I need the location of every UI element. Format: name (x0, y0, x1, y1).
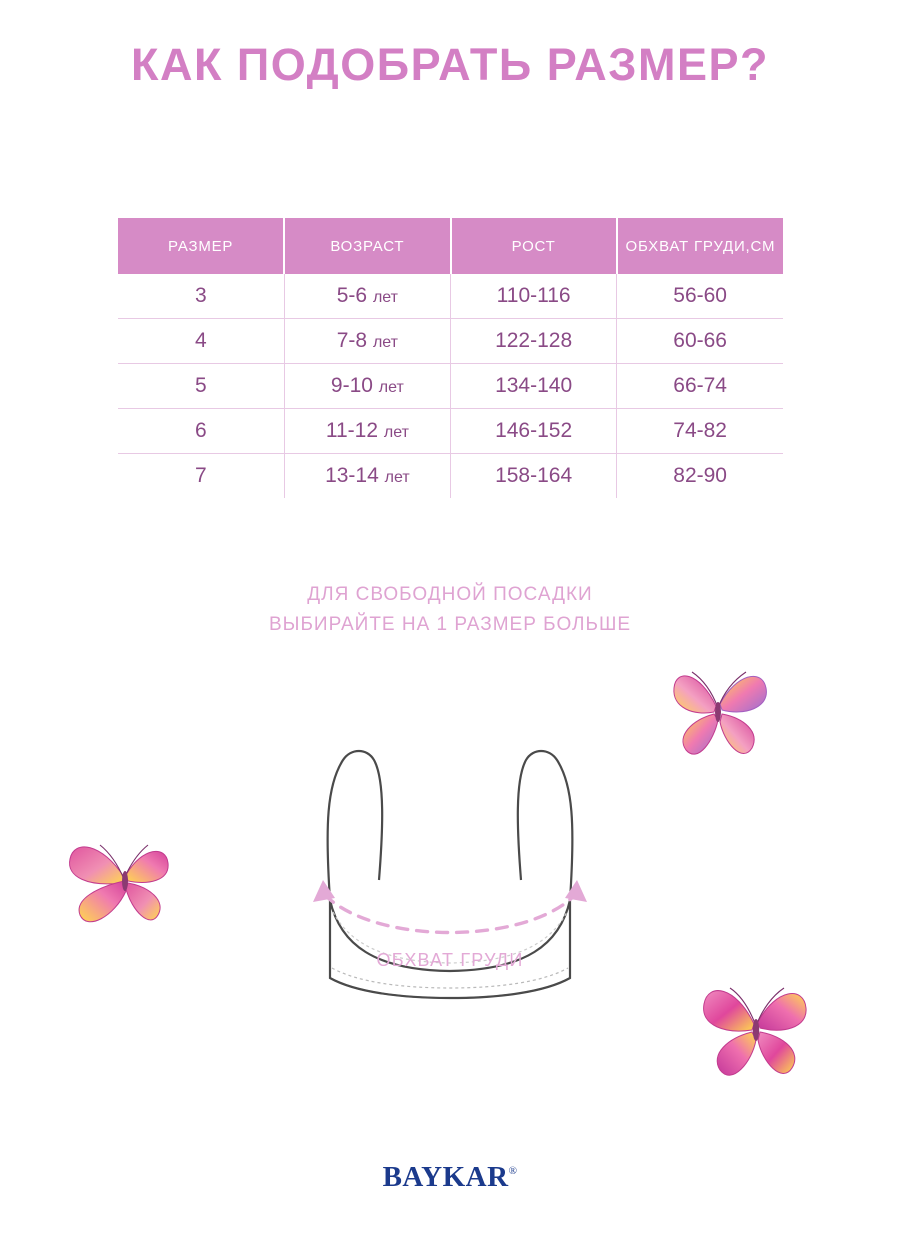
cell-size: 7 (118, 454, 284, 499)
cell-age (284, 454, 450, 499)
table-header-chest: ОБХВАТ ГРУДИ,СМ (617, 218, 783, 274)
table-header-height: РОСТ (451, 218, 617, 274)
table-row (118, 454, 783, 499)
table-header (118, 218, 783, 274)
table-row (118, 409, 783, 454)
cell-size: 6 (118, 409, 284, 454)
table-row (118, 364, 783, 409)
fit-note-line-2: ВЫБИРАЙТЕ НА 1 РАЗМЕР БОЛЬШЕ (268, 614, 632, 636)
cell-age (284, 364, 450, 409)
cell-chest: 74-82 (617, 409, 783, 454)
cell-age-value: 5-6 (336, 284, 368, 307)
cell-height: 146-152 (451, 409, 617, 454)
brand-logo (0, 1161, 900, 1194)
chest-measure-label: ОБХВАТ ГРУДИ (376, 950, 524, 970)
table-row (118, 274, 783, 319)
cell-age-unit: лет (378, 379, 404, 396)
table-header-age: ВОЗРАСТ (284, 218, 450, 274)
illustration-area (0, 640, 900, 1120)
cell-age-unit: лет (372, 289, 398, 306)
size-table (118, 218, 783, 498)
cell-chest: 60-66 (617, 319, 783, 364)
cell-chest: 82-90 (673, 464, 727, 487)
cell-size: 4 (118, 319, 284, 364)
butterfly-icon (660, 658, 780, 768)
brand-name: BAYKAR (382, 1161, 509, 1193)
table-row (118, 319, 783, 364)
cell-chest: 56-60 (617, 274, 783, 319)
cell-age (284, 274, 450, 319)
fit-note (0, 580, 900, 641)
bra-illustration-icon (255, 730, 645, 1020)
table-header-row (118, 218, 783, 274)
cell-age-value: 13-14 (325, 464, 379, 487)
cell-age (284, 319, 450, 364)
table-body (118, 274, 783, 498)
butterfly-icon (62, 825, 177, 935)
brand-registered-mark: ® (508, 1165, 518, 1177)
fit-note-line-1: ДЛЯ СВОБОДНОЙ ПОСАДКИ (307, 584, 593, 605)
cell-height: 134-140 (451, 364, 617, 409)
size-table-container (118, 218, 783, 498)
table-header-size: РАЗМЕР (118, 218, 284, 274)
cell-age-value: 9-10 (330, 374, 373, 397)
page-title: КАК ПОДОБРАТЬ РАЗМЕР? (131, 39, 769, 90)
cell-age-value: 7-8 (336, 329, 368, 352)
cell-height: 158-164 (451, 454, 617, 499)
cell-age-unit: лет (383, 424, 409, 441)
butterfly-icon (690, 970, 820, 1090)
cell-size: 3 (118, 274, 284, 319)
cell-height: 122-128 (451, 319, 617, 364)
cell-chest: 66-74 (617, 364, 783, 409)
cell-age-value: 11-12 (325, 419, 379, 442)
cell-height: 110-116 (451, 274, 617, 319)
cell-age (284, 409, 450, 454)
cell-size: 5 (118, 364, 284, 409)
cell-age-unit: лет (384, 469, 410, 486)
cell-age-unit: лет (372, 334, 398, 351)
